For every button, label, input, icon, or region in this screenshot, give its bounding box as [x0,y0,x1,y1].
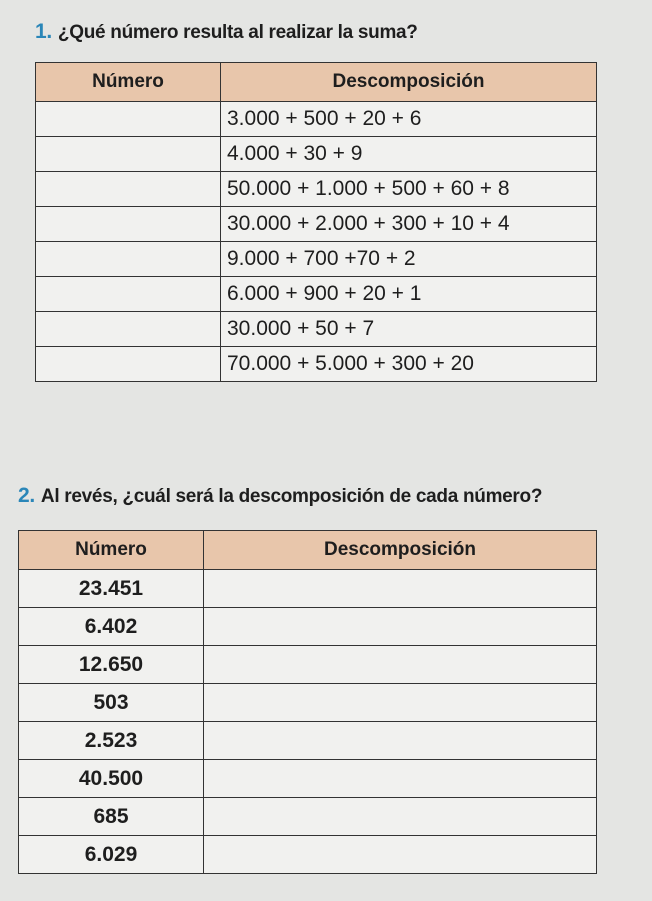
number-answer-cell[interactable] [36,312,221,347]
header-descomposicion: Descomposición [221,63,597,102]
decomposition-answer-cell[interactable] [204,798,597,836]
number-cell: 503 [19,684,204,722]
number-answer-cell[interactable] [36,207,221,242]
table-row [36,137,597,172]
decomposition-answer-cell[interactable] [204,646,597,684]
decomposition-answer-cell[interactable] [204,760,597,798]
decomposition-cell: 70.000 + 5.000 + 300 + 20 [221,347,597,382]
table-row [36,312,597,347]
number-cell: 23.451 [19,570,204,608]
decomposition-answer-cell[interactable] [204,684,597,722]
table-row [19,608,597,646]
number-answer-cell[interactable] [36,242,221,277]
table-row [19,646,597,684]
table-row [19,798,597,836]
table-row [36,102,597,137]
number-cell: 40.500 [19,760,204,798]
header-descomposicion: Descomposición [204,531,597,570]
decomposition-answer-cell[interactable] [204,836,597,874]
number-answer-cell[interactable] [36,347,221,382]
decomposition-table [18,530,597,874]
question-1 [35,20,418,44]
table-row [36,242,597,277]
decomposition-cell: 6.000 + 900 + 20 + 1 [221,277,597,312]
decomposition-cell: 30.000 + 2.000 + 300 + 10 + 4 [221,207,597,242]
table-row [19,722,597,760]
number-answer-cell[interactable] [36,172,221,207]
header-numero: Número [19,531,204,570]
number-cell: 6.029 [19,836,204,874]
table-row [36,347,597,382]
number-cell: 685 [19,798,204,836]
decomposition-cell: 50.000 + 1.000 + 500 + 60 + 8 [221,172,597,207]
question-text: ¿Qué número resulta al realizar la suma? [57,22,418,43]
decomposition-answer-cell[interactable] [204,722,597,760]
table-row [19,684,597,722]
sum-table [35,62,597,382]
header-numero: Número [36,63,221,102]
question-number: 2. [18,484,35,507]
table-row [19,760,597,798]
decomposition-cell: 9.000 + 700 +70 + 2 [221,242,597,277]
question-2 [18,484,542,508]
table-row [36,277,597,312]
decomposition-cell: 30.000 + 50 + 7 [221,312,597,347]
table-row [19,570,597,608]
number-cell: 6.402 [19,608,204,646]
number-answer-cell[interactable] [36,277,221,312]
table-row [36,207,597,242]
table-row [19,836,597,874]
question-number: 1. [35,20,52,43]
decomposition-answer-cell[interactable] [204,608,597,646]
number-answer-cell[interactable] [36,137,221,172]
table-row [36,172,597,207]
number-answer-cell[interactable] [36,102,221,137]
number-cell: 12.650 [19,646,204,684]
decomposition-cell: 4.000 + 30 + 9 [221,137,597,172]
question-text: Al revés, ¿cuál será la descomposición de cada número? [40,486,543,507]
number-cell: 2.523 [19,722,204,760]
decomposition-answer-cell[interactable] [204,570,597,608]
decomposition-cell: 3.000 + 500 + 20 + 6 [221,102,597,137]
